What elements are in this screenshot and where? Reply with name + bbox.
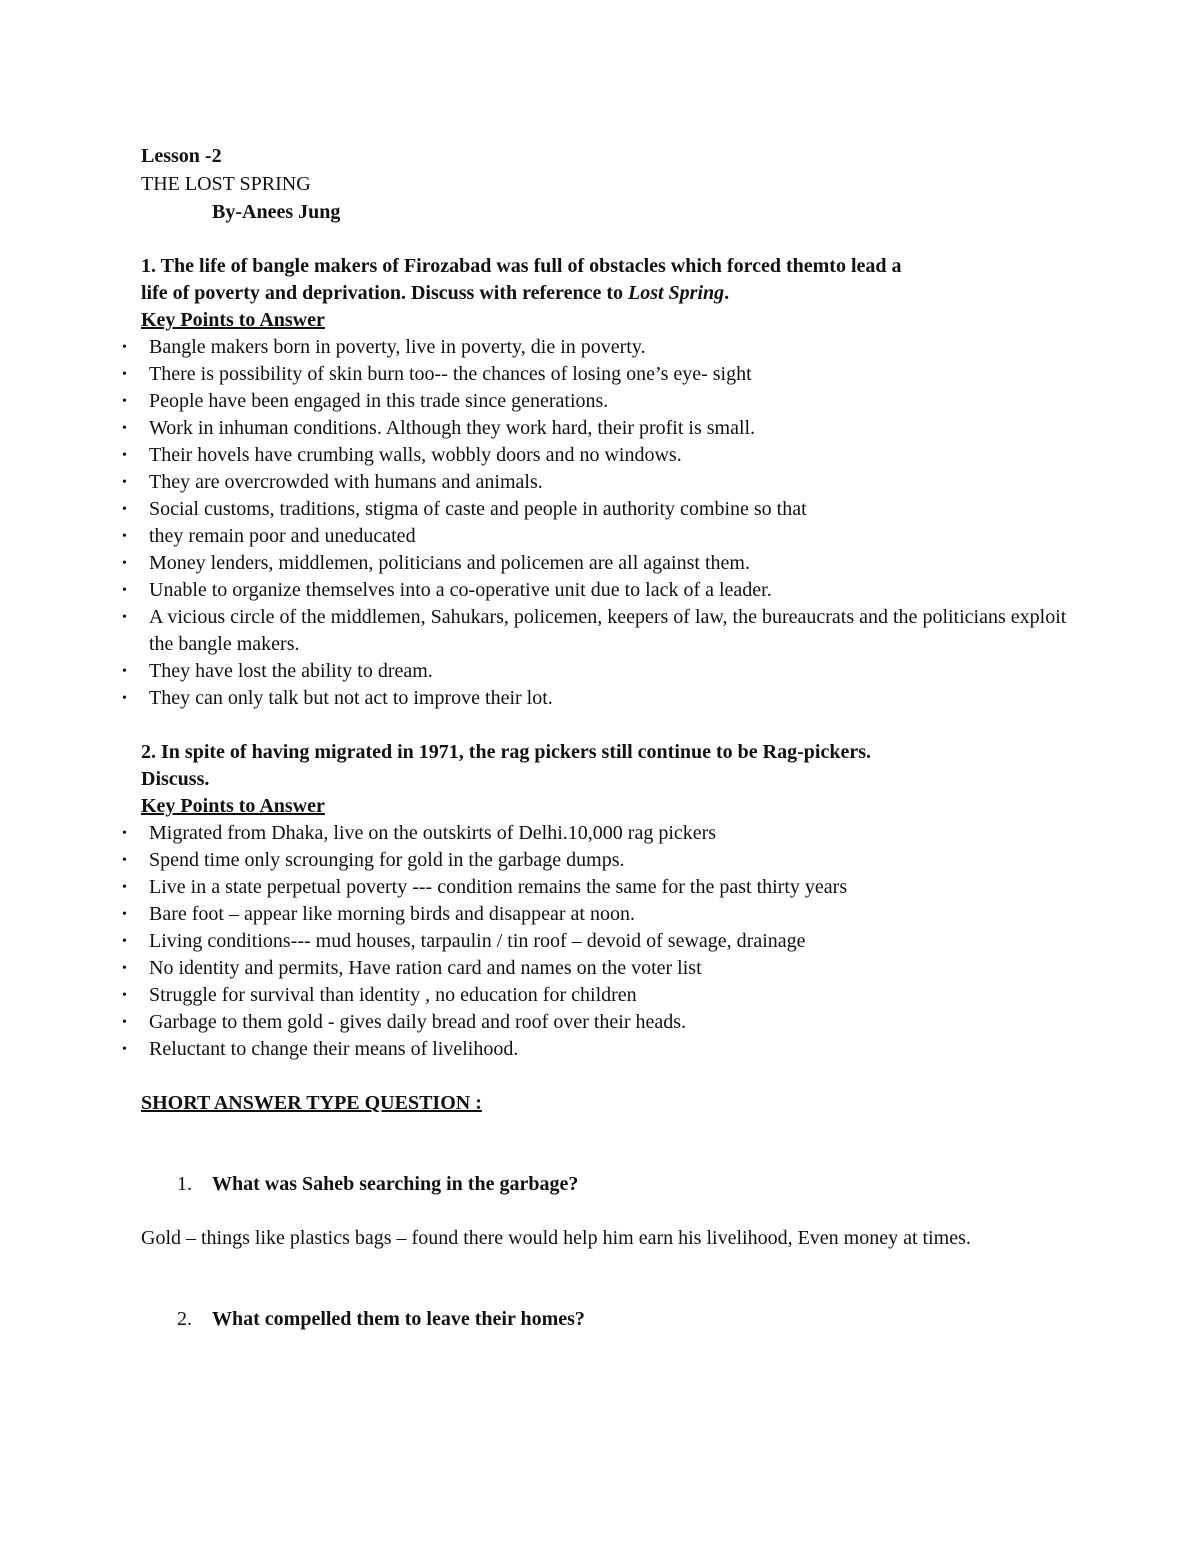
list-item-text: Reluctant to change their means of livelihood. (149, 1038, 519, 1060)
bullet-icon: • (122, 1042, 127, 1057)
author-line: By-Anees Jung (212, 201, 341, 223)
list-item (122, 550, 1071, 577)
bullet-icon: • (122, 583, 127, 598)
list-item (122, 415, 1071, 442)
list-item-text: Social customs, traditions, stigma of caste and people in authority combine so that (149, 498, 807, 520)
bullet-icon: • (122, 502, 127, 517)
question-2 (141, 739, 1071, 793)
list-item (122, 523, 1071, 550)
list-item (122, 1009, 1071, 1036)
list-item (122, 685, 1071, 712)
short-question-2-text: What compelled them to leave their homes? (212, 1308, 585, 1330)
bullet-icon: • (122, 988, 127, 1003)
list-item (122, 847, 1071, 874)
question-1 (141, 253, 1071, 307)
bullet-icon: • (122, 421, 127, 436)
list-item (122, 901, 1071, 928)
bullet-icon: • (122, 610, 127, 625)
list-item (122, 361, 1071, 388)
bullet-icon: • (122, 691, 127, 706)
list-item-text: There is possibility of skin burn too-- the chances of losing one’s eye- sight (149, 363, 752, 385)
list-item-text: They can only talk but not act to improve their lot. (149, 687, 553, 709)
chapter-title: THE LOST SPRING (141, 173, 311, 195)
list-item-text: They are overcrowded with humans and animals. (149, 471, 543, 493)
bullet-icon: • (122, 556, 127, 571)
list-item-text: People have been engaged in this trade since generations. (149, 390, 609, 412)
list-item-text: Their hovels have crumbing walls, wobbly doors and no windows. (149, 444, 682, 466)
list-item (122, 658, 1071, 685)
bullet-icon: • (122, 1015, 127, 1030)
list-item-text: Live in a state perpetual poverty --- condition remains the same for the past thirty years (149, 876, 848, 898)
bullet-icon: • (122, 961, 127, 976)
short-question-1-text: What was Saheb searching in the garbage? (212, 1173, 579, 1195)
short-answer-heading: SHORT ANSWER TYPE QUESTION : (141, 1092, 482, 1114)
bullet-icon: • (122, 934, 127, 949)
list-item-text: Garbage to them gold - gives daily bread and roof over their heads. (149, 1011, 687, 1033)
bullet-icon: • (122, 448, 127, 463)
list-item (122, 874, 1071, 901)
list-item-text: A vicious circle of the middlemen, Sahukars, policemen, keepers of law, the bureaucrats and the politicians exploit the bangle makers. (149, 606, 1067, 655)
question-1-work-title: Lost Spring (627, 282, 725, 304)
bullet-icon: • (122, 340, 127, 355)
question-1-line-1: 1. The life of bangle makers of Firozabad was full of obstacles which forced themto lead a (141, 255, 902, 277)
list-item (122, 334, 1071, 361)
bullet-icon: • (122, 664, 127, 679)
bullet-icon: • (122, 529, 127, 544)
short-answer-1: Gold – things like plastics bags – found there would help him earn his livelihood, Even money at times. (141, 1227, 971, 1249)
bullet-icon: • (122, 880, 127, 895)
list-item (122, 928, 1071, 955)
short-question-2-number: 2. (177, 1308, 192, 1330)
list-item (122, 442, 1071, 469)
short-question-1-number: 1. (177, 1173, 192, 1195)
question-1-line-2-end: . (724, 282, 730, 304)
list-item-text: Work in inhuman conditions. Although they work hard, their profit is small. (149, 417, 756, 439)
list-item-text: Migrated from Dhaka, live on the outskirts of Delhi.10,000 rag pickers (149, 822, 717, 844)
list-item-text: Unable to organize themselves into a co-operative unit due to lack of a leader. (149, 579, 772, 601)
list-item-text: Living conditions--- mud houses, tarpaulin / tin roof – devoid of sewage, drainage (149, 930, 806, 952)
question-2-line-2: Discuss. (141, 768, 210, 790)
list-item-text: Money lenders, middlemen, politicians and policemen are all against them. (149, 552, 750, 574)
list-item (122, 1036, 1071, 1063)
list-item (122, 496, 1071, 523)
q2-keypoints-heading: Key Points to Answer (141, 795, 325, 817)
q1-keypoints-heading: Key Points to Answer (141, 309, 325, 331)
bullet-icon: • (122, 853, 127, 868)
bullet-icon: • (122, 367, 127, 382)
list-item-text: No identity and permits, Have ration card and names on the voter list (149, 957, 702, 979)
list-item (122, 820, 1071, 847)
bullet-icon: • (122, 907, 127, 922)
question-1-line-2-start: life of poverty and deprivation. Discuss with reference to (141, 282, 628, 304)
q2-keypoints-list (122, 820, 1071, 1063)
list-item-text: Bangle makers born in poverty, live in poverty, die in poverty. (149, 336, 646, 358)
short-question-2 (141, 1306, 1071, 1333)
lesson-label: Lesson -2 (141, 145, 222, 167)
list-item-text: They have lost the ability to dream. (149, 660, 433, 682)
list-item-text: Struggle for survival than identity , no education for children (149, 984, 637, 1006)
list-item-text: Spend time only scrounging for gold in the garbage dumps. (149, 849, 625, 871)
short-question-1 (141, 1171, 1071, 1198)
bullet-icon: • (122, 394, 127, 409)
list-item-text: they remain poor and uneducated (149, 525, 416, 547)
list-item (122, 469, 1071, 496)
list-item (122, 982, 1071, 1009)
list-item (122, 955, 1071, 982)
list-item-text: Bare foot – appear like morning birds and disappear at noon. (149, 903, 635, 925)
bullet-icon: • (122, 475, 127, 490)
bullet-icon: • (122, 826, 127, 841)
list-item (122, 577, 1071, 604)
question-1-line-2 (141, 280, 1071, 307)
list-item (122, 388, 1071, 415)
list-item (122, 604, 1071, 658)
q1-keypoints-list (122, 334, 1071, 712)
question-2-line-1: 2. In spite of having migrated in 1971, the rag pickers still continue to be Rag-pickers. (141, 741, 871, 763)
document-page (122, 142, 1071, 1333)
